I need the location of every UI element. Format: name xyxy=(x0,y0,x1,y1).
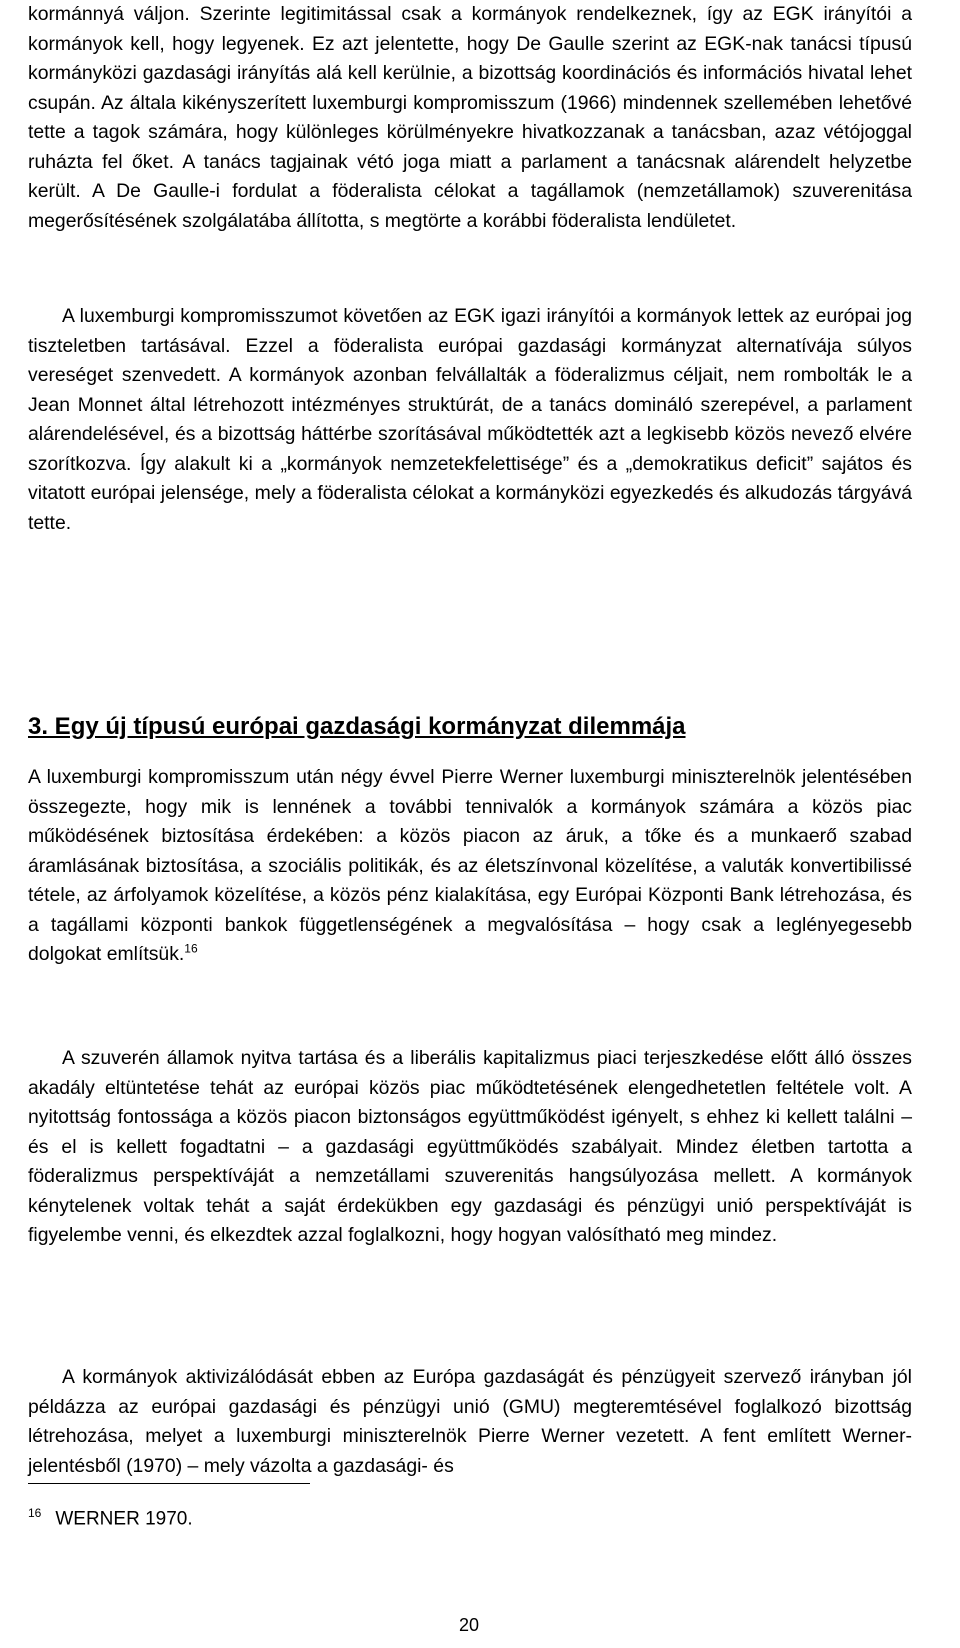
footnote-reference[interactable]: 16 xyxy=(184,941,198,956)
footnote-number: 16 xyxy=(28,1506,42,1520)
section-heading: 3. Egy új típusú európai gazdasági kormányzat dilemmája xyxy=(28,713,686,740)
paragraph-4: A szuverén államok nyitva tartása és a liberális kapitalizmus piaci terjeszkedése előtt álló összes akadály eltüntetése tehát az európai közös piac működtetésének elengedhetetlen feltétele volt. A nyitottság fontossága a közös piacon biztonságos együttműködést igényelt, s ehhez ki kellett találni – és el is kellett fogadtatni – a gazdasági együttműködés szabályait. Mindez életben tartotta a föderalizmus perspektíváját a nemzetállami szuverenitás hangsúlyozása mellett. A kormányok kénytelenek voltak tehát a saját érdekükben egy gazdasági és pénzügyi unió perspektíváját is figyelembe venni, és elkezdtek azzal foglalkozni, hogy hogyan valósítható meg mindez. xyxy=(28,1047,912,1246)
paragraph-5: A kormányok aktivizálódását ebben az Európa gazdaságát és pénzügyeit szervező irányban jól példázza az európai gazdasági és pénzügyi unió (GMU) megteremtésével foglalkozó bizottság létrehozása, melyet a luxemburgi miniszterelnök Pierre Werner vezetett. A fent említett Werner-jelentésből (1970) – mely vázolta a gazdasági- és xyxy=(28,1366,912,1477)
page-number: 20 xyxy=(458,1615,480,1635)
footnote xyxy=(28,1500,193,1532)
paragraph-1: kormánnyá váljon. Szerinte legitimitással csak a kormányok rendelkeznek, így az EGK irányítói a kormányok kell, hogy legyenek. Ez azt jelentette, hogy De Gaulle szerint az EGK-nak tanácsi típusú kormányközi gazdasági irányítás alá kell kerülnie, a bizottság koordinációs és információs hivatal lehet csupán. Az általa kikényszerített luxemburgi kompromisszum (1966) mindennek szellemében lehetővé tette a tagok számára, hogy különleges körülményekre hivatkozzanak a tanácsban, azaz vétójoggal ruházta fel őket. A tanács tagjainak vétó joga miatt a parlament a tanácsnak alárendelt helyzetbe került. A De Gaulle-i fordulat a föderalista célokat a tagállamok (nemzetállamok) szuverenitása megerősítésének szolgálatába állította, s megtörte a korábbi föderalista lendületet. xyxy=(28,3,912,232)
footnote-separator xyxy=(28,1483,310,1484)
paragraph-2: A luxemburgi kompromisszumot követően az EGK igazi irányítói a kormányok lettek az európai jog tiszteletben tartásával. Ezzel a föderalista európai gazdasági kormányzat alternatívája súlyos vereséget szenvedett. A kormányok azonban felvállalták a föderalizmus céljait, nem rombolták le a Jean Monnet által létrehozott intézményes struktúrát, de a tanács domináló szerepével, a parlament alárendelésével, és a bizottság háttérbe szorításával működtették azt a legkisebb közös nevező elvére szorítkozva. Így alakult ki a „kormányok nemzetekfelettisége” és a „demokratikus deficit” sajátos és vitatott európai jelensége, mely a föderalista célokat a kormányközi egyezkedés és alkudozás tárgyává tette. xyxy=(28,305,912,534)
paragraph-3-text: A luxemburgi kompromisszum után négy évvel Pierre Werner luxemburgi miniszterelnök jelentésében összegezte, hogy mik is lennének a további tennivalók a kormányok számára a közös piac működésének biztosítása érdekében: a közös piacon az áruk, a tőke és a munkaerő szabad áramlásának biztosítása, a szociális politikák, és az életszínvonal közelítése, a valuták konvertibilissé tétele, az árfolyamok közelítése, a közös pénz kialakítása, egy Európai Központi Bank létrehozása, és a tagállami központi bankok függetlenségének a megvalósítása – hogy csak a leglényegesebb dolgokat említsük. xyxy=(28,766,912,965)
document-page xyxy=(28,0,912,1648)
paragraph-3 xyxy=(28,763,912,970)
footnote-text: WERNER 1970. xyxy=(55,1508,193,1530)
